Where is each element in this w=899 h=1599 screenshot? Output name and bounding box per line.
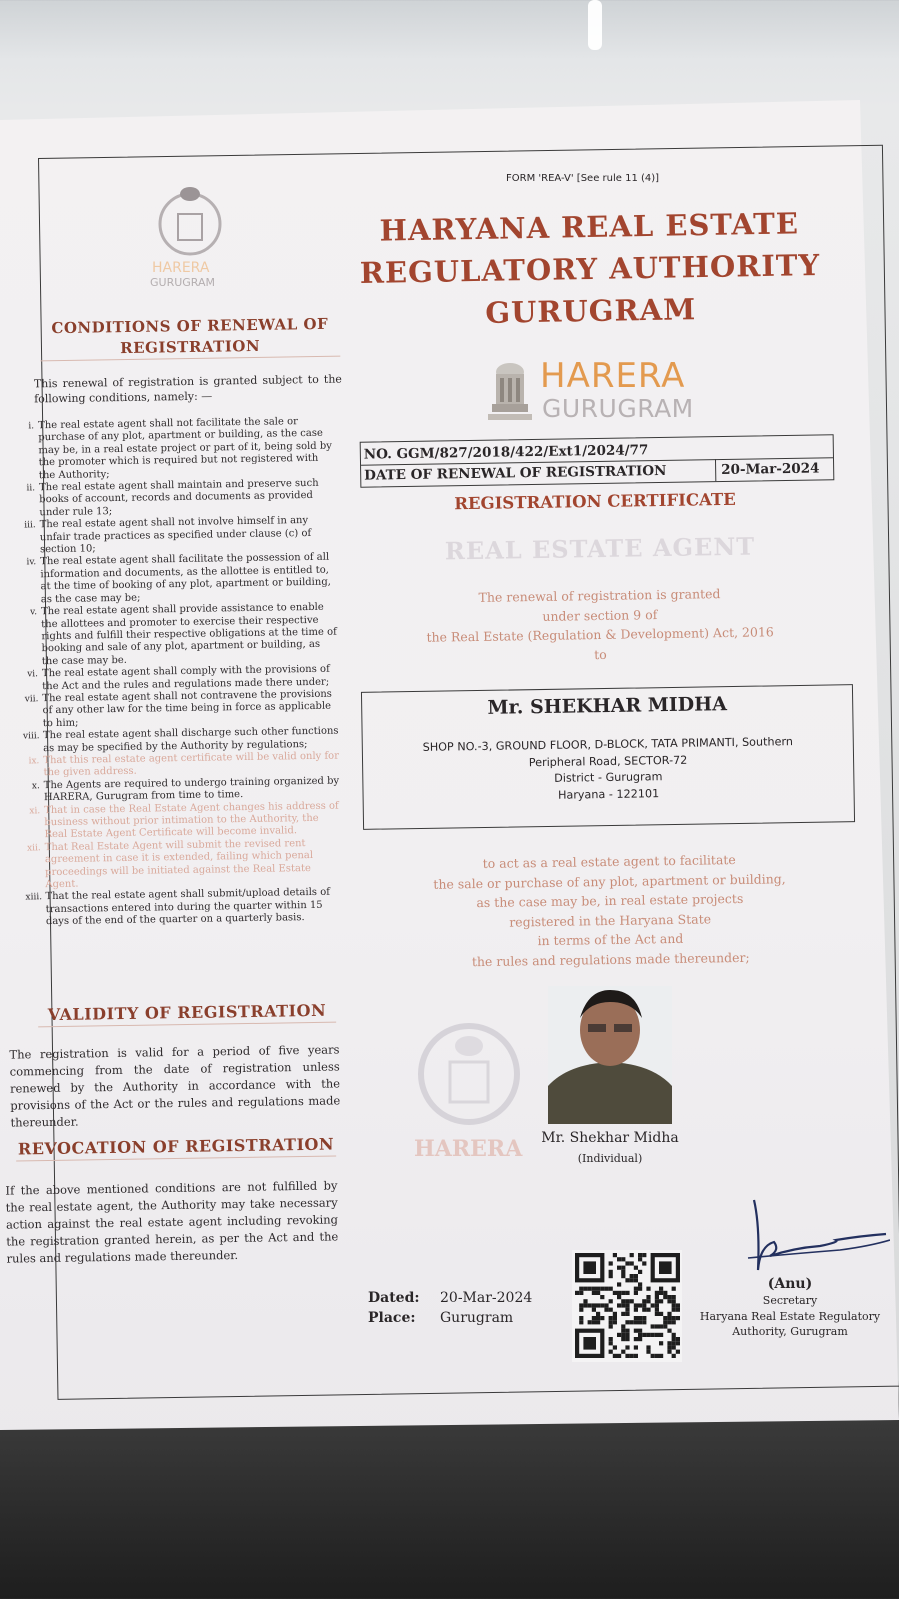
conditions-heading-line2: REGISTRATION [120, 336, 261, 358]
registration-number-box [360, 434, 835, 487]
condition-text: That this real estate agent certificate will be valid only for the given address. [43, 750, 340, 779]
condition-text: The real estate agent shall not facilitate the sale or purchase of any plot, apartment or building, as the case may be, in a real estate project or part of it, being sold by the promoter which is required but not registered with the Authority; [38, 416, 332, 481]
condition-text: That the real estate agent shall submit/upload details of transactions entered into during the quarter within 15 days of the end of the quarter on a quarterly basis. [45, 887, 330, 928]
condition-number: ii. [26, 483, 36, 494]
condition-number: ix. [28, 756, 40, 767]
address-line: Haryana - 122101 [557, 786, 660, 802]
qr-code [572, 1250, 682, 1362]
purpose-statement [409, 849, 811, 972]
condition-item [21, 602, 340, 669]
revocation-heading: REVOCATION OF REGISTRATION [16, 1133, 336, 1161]
conditions-heading-line1: CONDITIONS OF RENEWAL OF [51, 314, 329, 338]
watermark-seal [414, 1012, 524, 1172]
condition-number: iii. [24, 520, 36, 531]
left-seal-icon [150, 178, 230, 268]
condition-number: xiii. [25, 892, 43, 903]
left-logo-harera: HARERA [152, 260, 210, 276]
light-glare [588, 0, 602, 50]
grant-line: The renewal of registration is granted [478, 586, 721, 605]
condition-item [25, 837, 344, 892]
left-harera-logo [150, 178, 230, 298]
grant-statement [399, 583, 800, 667]
dated-value: 20-Mar-2024 [440, 1290, 533, 1306]
certificate-subtitle: REAL ESTATE AGENT [444, 531, 756, 566]
condition-number: viii. [22, 731, 40, 742]
validity-text: The registration is valid for a period of five years commencing from the date of registration unless renewed by the Authority in accordance with the provisions of the Act or the rules and regulations made thereunder. [9, 1042, 341, 1130]
condition-item [24, 800, 343, 842]
signatory-name: (Anu) [767, 1276, 813, 1292]
condition-text: The real estate agent shall not involve himself in any unfair trade practices as specified under clause (c) of section 10; [39, 515, 312, 556]
authority-title-line1: HARYANA REAL ESTATE [379, 206, 800, 248]
condition-text: The Agents are required to undergo training organized by HARERA, Gurugram from time to time. [43, 775, 340, 804]
conditions-intro: This renewal of registration is granted subject to the following conditions, namely: — [33, 372, 342, 406]
grant-line: the Real Estate (Regulation & Development) Act, 2016 [426, 624, 774, 645]
gurugram-logo-text: GURUGRAM [542, 394, 694, 423]
registration-number: NO. GGM/827/2018/422/Ext1/2024/77 [363, 442, 649, 463]
form-reference: FORM 'REA-V' [See rule 11 (4)] [506, 173, 660, 184]
purpose-line: in terms of the Act and [537, 930, 684, 949]
person-photo-icon [548, 986, 672, 1124]
condition-item [18, 416, 337, 483]
signature-icon [740, 1196, 890, 1286]
signatory-org-line2: Authority, Gurugram [732, 1325, 848, 1338]
agent-address [363, 733, 854, 807]
conditions-heading [40, 314, 341, 362]
harera-logo [478, 356, 728, 428]
condition-item [19, 478, 338, 520]
condition-text: That in case the Real Estate Agent changes his address of business without prior intimation to the Authority, the Real Estate Agent Certificate will become invalid. [44, 800, 339, 841]
signatory-title: Secretary [762, 1294, 818, 1307]
agent-photo [548, 986, 672, 1124]
revocation-text: If the above mentioned conditions are not fulfilled by the real estate agent, the Authority may take necessary action against the real estate agent including revoking the registration granted herein, as per the Act and the rules and regulations made thereunder. [5, 1178, 339, 1266]
condition-text: The real estate agent shall not contravene the provisions of any other law for the time being in force as applicable to him; [42, 688, 332, 729]
purpose-line: as the case may be, in real estate projects [476, 890, 744, 911]
condition-item [22, 688, 341, 730]
qr-code-icon [572, 1250, 682, 1362]
condition-text: The real estate agent shall maintain and preserve such books of account, records and documents as provided under rule 13; [38, 477, 319, 519]
address-line: Peripheral Road, SECTOR-72 [528, 753, 688, 769]
agent-details-box [361, 684, 855, 830]
condition-number: vi. [27, 669, 39, 680]
certificate-title: REGISTRATION CERTIFICATE [454, 489, 736, 514]
condition-item [25, 887, 344, 929]
condition-item [20, 515, 339, 557]
watermark-harera-text: HARERA [414, 1136, 523, 1162]
purpose-line: registered in the Haryana State [509, 910, 712, 930]
agent-type: (Individual) [577, 1152, 643, 1165]
condition-text: The real estate agent shall facilitate the possession of all information and documents, as the allottee is entitled to, at the time of booking of any plot, apartment or building, as the case may be; [40, 552, 331, 605]
condition-text: The real estate agent shall comply with the provisions of the Act and the rules and regulations made there under; [41, 663, 330, 692]
signatory-org-line1: Haryana Real Estate Regulatory [699, 1310, 881, 1323]
condition-text: The real estate agent shall discharge such other functions as may be specified by the Authority by regulations; [42, 725, 339, 754]
renewal-date-value: 20-Mar-2024 [721, 460, 820, 479]
emblem-icon [480, 358, 540, 426]
condition-number: i. [28, 421, 35, 432]
dated-label: Dated: [368, 1290, 420, 1306]
authority-title-line2: REGULATORY AUTHORITY [359, 247, 821, 291]
condition-number: xi. [29, 805, 41, 816]
grant-line: to [594, 646, 607, 662]
address-line: District - Gurugram [554, 770, 663, 785]
conditions-list [18, 416, 344, 930]
photo-caption: Mr. Shekhar Midha [541, 1130, 679, 1146]
condition-number: iv. [26, 557, 37, 568]
condition-number: x. [31, 781, 40, 792]
address-line: SHOP NO.-3, GROUND FLOOR, D-BLOCK, TATA PRIMANTI, Southern [422, 735, 794, 754]
condition-item [20, 552, 339, 607]
authority-title [349, 202, 831, 336]
validity-heading: VALIDITY OF REGISTRATION [38, 1000, 336, 1028]
purpose-line: to act as a real estate agent to facilitate [482, 852, 736, 871]
purpose-line: the rules and regulations made thereunder; [471, 949, 750, 969]
seal-icon [414, 1012, 524, 1142]
condition-text: That Real Estate Agent will submit the revised rent agreement in case it is extended, failing which penal proceedings will be initiated against the Real Estate Agent. [44, 837, 314, 891]
condition-number: v. [30, 607, 38, 618]
condition-number: xii. [26, 843, 41, 854]
renewal-date-label: DATE OF RENEWAL OF REGISTRATION [364, 462, 667, 484]
harera-logo-text: HARERA [540, 356, 686, 396]
place-value: Gurugram [440, 1310, 514, 1326]
condition-number: vii. [24, 694, 39, 705]
condition-text: The real estate agent shall provide assistance to enable the allottees and promoter to exercise their respective rights and fulfill their respective obligations at the time of booking and sale of any plot, apartment or building, as the case may be. [40, 601, 337, 667]
grant-line: under section 9 of [542, 606, 658, 624]
authority-title-line3: GURUGRAM [484, 292, 697, 330]
left-logo-gurugram: GURUGRAM [150, 276, 216, 289]
purpose-line: the sale or purchase of any plot, apartment or building, [433, 870, 786, 892]
place-label: Place: [368, 1310, 416, 1326]
agent-name: Mr. SHEKHAR MIDHA [487, 693, 728, 719]
